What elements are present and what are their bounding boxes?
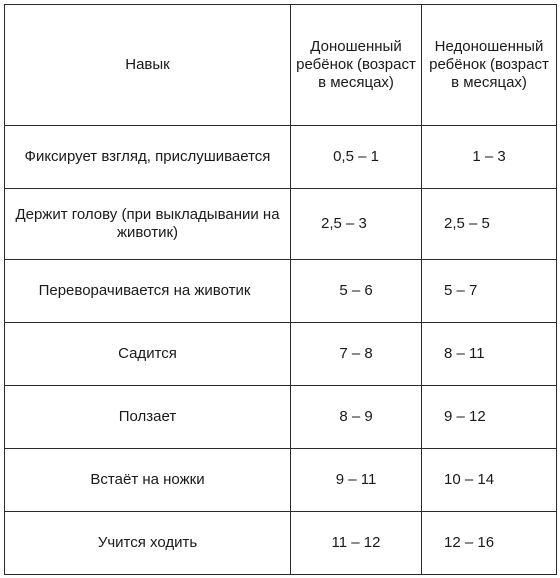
table-row	[5, 386, 557, 449]
full-term-cell: 8 – 9	[291, 386, 422, 449]
header-full-term: Доношенный ребёнок (возраст в месяцах)	[291, 5, 422, 126]
preterm-cell: 10 – 14	[422, 449, 557, 512]
table-row	[5, 189, 557, 260]
full-term-cell: 11 – 12	[291, 512, 422, 575]
skill-cell: Встаёт на ножки	[5, 449, 291, 512]
preterm-cell: 5 – 7	[422, 260, 557, 323]
table-row	[5, 323, 557, 386]
skill-cell: Фиксирует взгляд, прислушивается	[5, 126, 291, 189]
development-milestones-table	[4, 4, 557, 575]
preterm-cell: 1 – 3	[422, 126, 557, 189]
header-skill: Навык	[5, 5, 291, 126]
table-row	[5, 512, 557, 575]
skill-cell: Переворачивается на животик	[5, 260, 291, 323]
skill-cell: Держит голову (при выкладывании на животик)	[5, 189, 291, 260]
full-term-cell: 7 – 8	[291, 323, 422, 386]
table-row	[5, 449, 557, 512]
skill-cell: Ползает	[5, 386, 291, 449]
full-term-cell: 2,5 – 3	[291, 189, 422, 260]
preterm-cell: 9 – 12	[422, 386, 557, 449]
header-row	[5, 5, 557, 126]
preterm-cell: 8 – 11	[422, 323, 557, 386]
header-preterm: Недоношенный ребёнок (возраст в месяцах)	[422, 5, 557, 126]
preterm-cell: 12 – 16	[422, 512, 557, 575]
full-term-cell: 9 – 11	[291, 449, 422, 512]
full-term-cell: 5 – 6	[291, 260, 422, 323]
skill-cell: Садится	[5, 323, 291, 386]
table-row	[5, 126, 557, 189]
full-term-cell: 0,5 – 1	[291, 126, 422, 189]
skill-cell: Учится ходить	[5, 512, 291, 575]
table-row	[5, 260, 557, 323]
preterm-cell: 2,5 – 5	[422, 189, 557, 260]
